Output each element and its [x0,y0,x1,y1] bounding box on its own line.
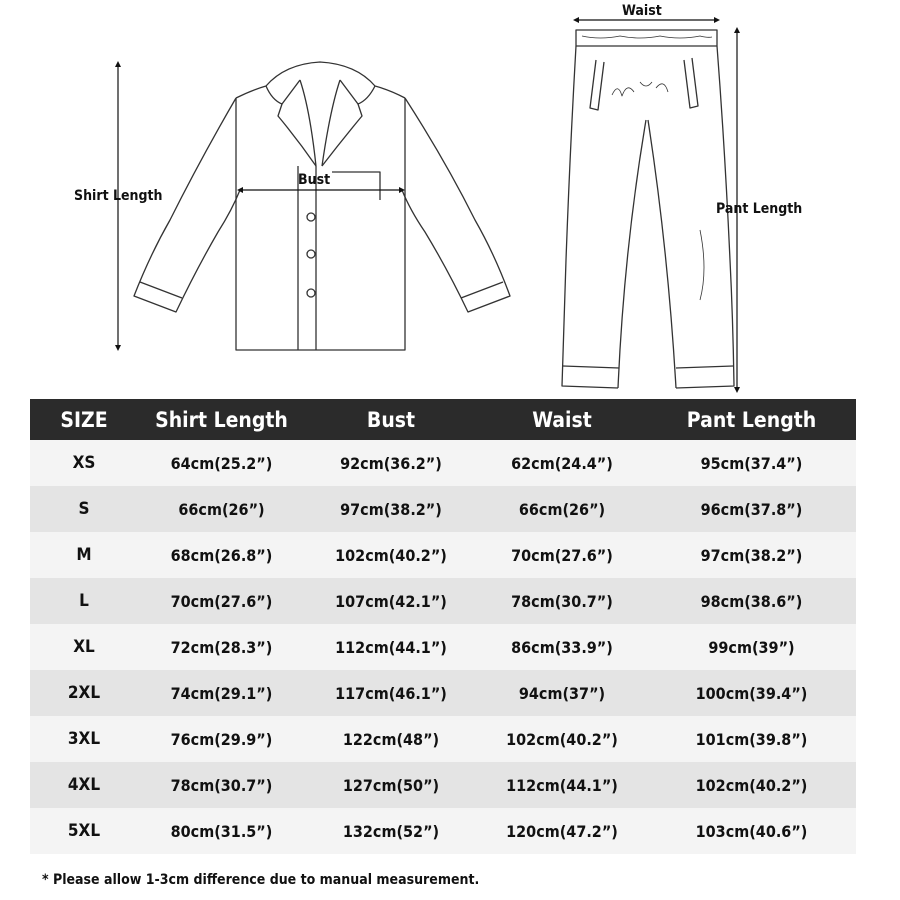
size-diagram [0,0,900,395]
pant-length-cell: 102cm(40.2”) [647,762,856,808]
pant-length-cell: 99cm(39”) [647,624,856,670]
pant-length-cell: 96cm(37.8”) [647,486,856,532]
pant-length-cell: 100cm(39.4”) [647,670,856,716]
waist-cell: 66cm(26”) [477,486,647,532]
header-bust: Bust [305,399,477,440]
table-row [30,578,856,624]
waist-cell: 112cm(44.1”) [477,762,647,808]
shirt-length-cell: 68cm(26.8”) [138,532,305,578]
pajama-pants-icon [562,30,734,388]
waist-cell: 94cm(37”) [477,670,647,716]
size-cell: 5XL [30,808,138,854]
size-cell: XS [30,440,138,486]
pant-length-cell: 98cm(38.6”) [647,578,856,624]
pant-length-cell: 97cm(38.2”) [647,532,856,578]
bust-cell: 117cm(46.1”) [305,670,477,716]
pant-length-cell: 101cm(39.8”) [647,716,856,762]
size-cell: XL [30,624,138,670]
table-row [30,486,856,532]
shirt-length-cell: 74cm(29.1”) [138,670,305,716]
size-cell: L [30,578,138,624]
header-waist: Waist [477,399,647,440]
waist-cell: 120cm(47.2”) [477,808,647,854]
bust-cell: 97cm(38.2”) [305,486,477,532]
bust-cell: 127cm(50”) [305,762,477,808]
shirt-length-label: Shirt Length [74,188,163,204]
size-cell: 2XL [30,670,138,716]
bust-cell: 107cm(42.1”) [305,578,477,624]
shirt-length-cell: 72cm(28.3”) [138,624,305,670]
pant-length-cell: 95cm(37.4”) [647,440,856,486]
waist-cell: 78cm(30.7”) [477,578,647,624]
bust-label: Bust [298,172,331,188]
table-row [30,624,856,670]
bust-cell: 102cm(40.2”) [305,532,477,578]
pajama-shirt-icon [134,62,510,350]
size-cell: 4XL [30,762,138,808]
bust-cell: 112cm(44.1”) [305,624,477,670]
table-row [30,440,856,486]
size-cell: 3XL [30,716,138,762]
pant-length-label: Pant Length [716,201,803,217]
waist-cell: 102cm(40.2”) [477,716,647,762]
shirt-length-cell: 76cm(29.9”) [138,716,305,762]
table-row [30,670,856,716]
measurement-footnote: * Please allow 1-3cm difference due to manual measurement. [42,872,480,888]
table-row [30,716,856,762]
waist-label: Waist [622,3,662,19]
bust-cell: 122cm(48”) [305,716,477,762]
header-pant-length: Pant Length [647,399,856,440]
table-row [30,762,856,808]
waist-cell: 70cm(27.6”) [477,532,647,578]
shirt-length-cell: 80cm(31.5”) [138,808,305,854]
pant-length-cell: 103cm(40.6”) [647,808,856,854]
waist-cell: 86cm(33.9”) [477,624,647,670]
size-chart-table [30,399,856,854]
bust-cell: 92cm(36.2”) [305,440,477,486]
shirt-length-cell: 66cm(26”) [138,486,305,532]
table-row [30,808,856,854]
table-header [30,399,856,440]
shirt-length-cell: 64cm(25.2”) [138,440,305,486]
size-cell: S [30,486,138,532]
bust-cell: 132cm(52”) [305,808,477,854]
waist-cell: 62cm(24.4”) [477,440,647,486]
shirt-length-cell: 70cm(27.6”) [138,578,305,624]
table-row [30,532,856,578]
header-shirt-length: Shirt Length [138,399,305,440]
shirt-length-cell: 78cm(30.7”) [138,762,305,808]
header-size: SIZE [30,399,138,440]
size-cell: M [30,532,138,578]
